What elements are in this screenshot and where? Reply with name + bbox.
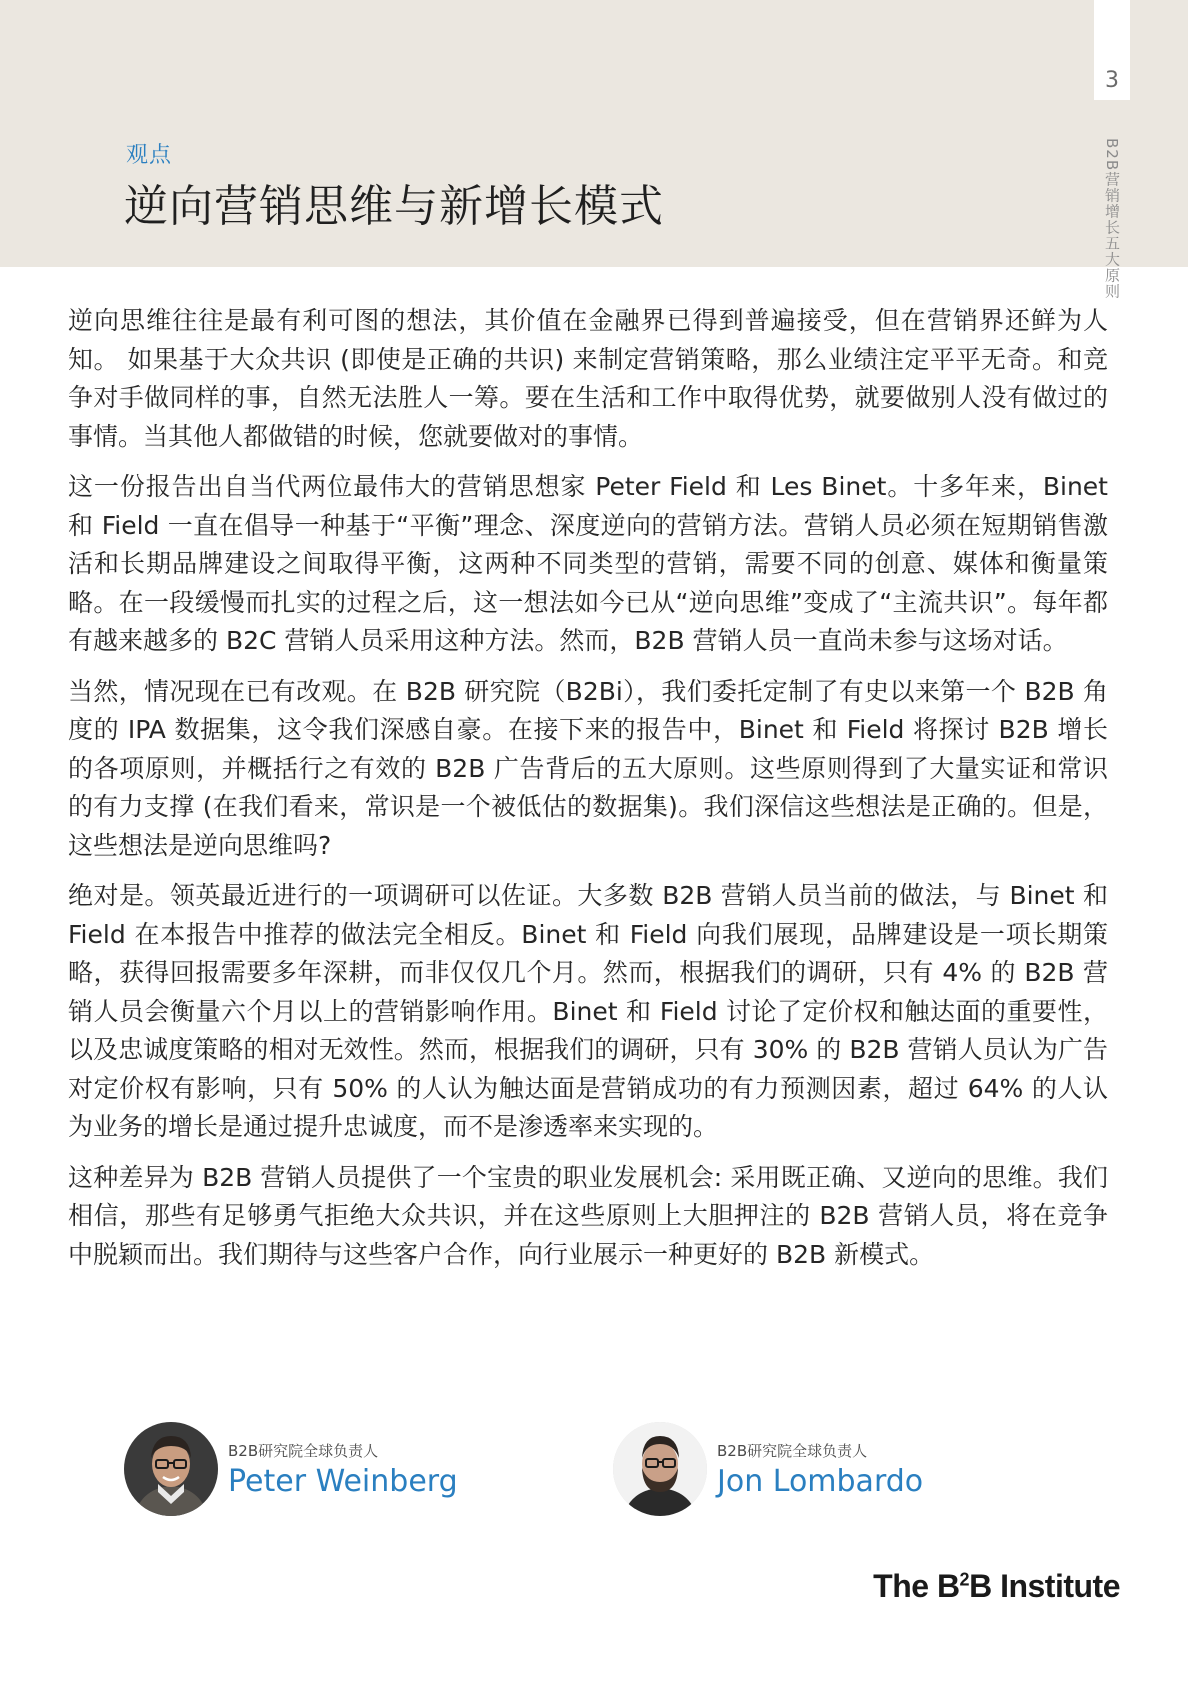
logo-superscript: 2 (959, 1569, 970, 1590)
signature-role: B2B研究院全球负责人 (228, 1442, 379, 1460)
section-kicker: 观点 (126, 143, 173, 168)
running-title: B2B营销增长五大原则 (1103, 138, 1121, 300)
logo-prefix: The B (873, 1568, 960, 1604)
signature-name: Peter Weinberg (228, 1464, 458, 1499)
b2b-institute-logo (873, 1568, 1120, 1605)
logo-suffix: B Institute (969, 1568, 1120, 1604)
page-title: 逆向营销思维与新增长模式 (124, 181, 664, 232)
signature-name: Jon Lombardo (717, 1464, 924, 1499)
paragraph-4: 绝对是。领英最近进行的一项调研可以佐证。大多数 B2B 营销人员当前的做法，与 Binet 和 Field 在本报告中推荐的做法完全相反。Binet 和 Field 向我们展现，品牌建设是一项长期策略，获得回报需要多年深耕，而非仅仅几个月。然而，根据我们的调研，只有 4% 的 B2B 营销人员会衡量六个月以上的营销影响作用。Binet 和 Field 讨论了定价权和触达面的重要性，以及忠诚度策略的相对无效性。然而，根据我们的调研，只有 30% 的 B2B 营销人员认为广告对定价权有影响，只有 50% 的人认为触达面是营销成功的有力预测因素，超过 64% 的人认为业务的增长是通过提升忠诚度，而不是渗透率来实现的。 (68, 881, 1108, 1141)
portrait-icon (124, 1422, 218, 1516)
paragraph-2: 这一份报告出自当代两位最伟大的营销思想家 Peter Field 和 Les Binet。十多年来，Binet 和 Field 一直在倡导一种基于“平衡”理念、深度逆向的营销方法。营销人员必须在短期销售激活和长期品牌建设之间取得平衡，这两种不同类型的营销，需要不同的创意、媒体和衡量策略。在一段缓慢而扎实的过程之后，这一想法如今已从“逆向思维”变成了“主流共识”。每年都有越来越多的 B2C 营销人员采用这种方法。然而，B2B 营销人员一直尚未参与这场对话。 (68, 472, 1108, 655)
avatar-jon-lombardo (613, 1422, 707, 1516)
paragraph-5: 这种差异为 B2B 营销人员提供了一个宝贵的职业发展机会: 采用既正确、又逆向的思维。我们相信，那些有足够勇气拒绝大众共识，并在这些原则上大胆押注的 B2B 营销人员，将在竞争中脱颖而出。我们期待与这些客户合作，向行业展示一种更好的 B2B 新模式。 (68, 1162, 1108, 1269)
article-body (68, 302, 1108, 1286)
page-number: 3 (1105, 68, 1119, 93)
header-band (0, 0, 1188, 267)
paragraph-1: 逆向思维往往是最有利可图的想法，其价值在金融界已得到普遍接受，但在营销界还鲜为人知。 如果基于大众共识 (即使是正确的共识) 来制定营销策略，那么业绩注定平平无奇。和竞争对手做同样的事，自然无法胜人一筹。要在生活和工作中取得优势，就要做别人没有做过的事情。当其他人都做错的时候，您就要做对的事情。 (68, 306, 1108, 451)
signature-role: B2B研究院全球负责人 (717, 1442, 868, 1460)
portrait-icon (613, 1422, 707, 1516)
paragraph-3: 当然，情况现在已有改观。在 B2B 研究院（B2Bi），我们委托定制了有史以来第一个 B2B 角度的 IPA 数据集，这令我们深感自豪。在接下来的报告中，Binet 和 Field 将探讨 B2B 增长的各项原则，并概括行之有效的 B2B 广告背后的五大原则。这些原则得到了大量实证和常识的有力支撑 (在我们看来，常识是一个被低估的数据集)。我们深信这些想法是正确的。但是，这些想法是逆向思维吗? (68, 676, 1108, 860)
avatar-peter-weinberg (124, 1422, 218, 1516)
